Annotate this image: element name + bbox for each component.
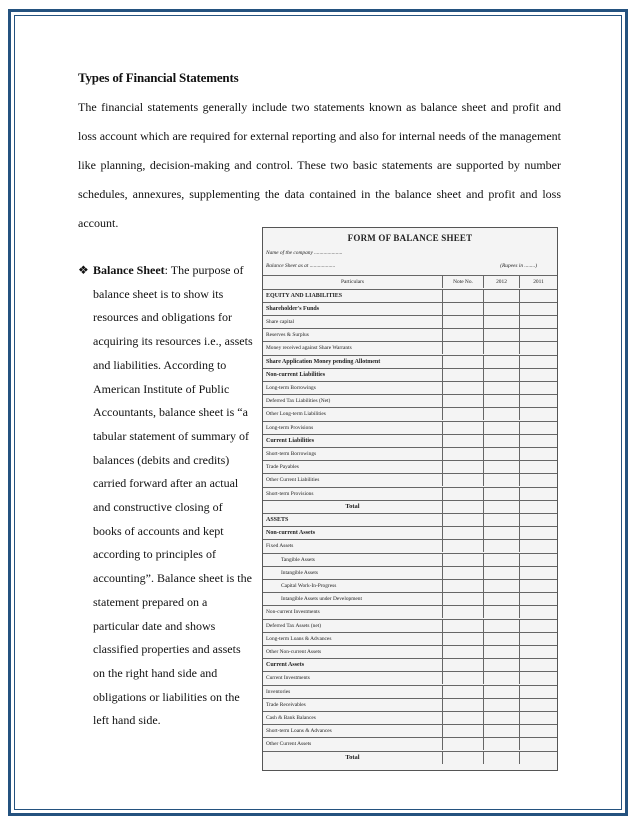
form-row-cell bbox=[520, 646, 557, 658]
form-row-cell bbox=[520, 686, 557, 698]
company-name-line: Name of the company ..................... bbox=[266, 250, 343, 256]
form-row-cell bbox=[520, 461, 557, 473]
balance-sheet-form-image bbox=[262, 227, 558, 771]
form-row-label: Current Investments bbox=[263, 672, 443, 684]
form-header-row bbox=[263, 275, 557, 288]
form-row-cell bbox=[484, 514, 520, 526]
form-row bbox=[263, 737, 557, 750]
form-row-cell bbox=[443, 725, 484, 737]
form-row-cell bbox=[484, 316, 520, 328]
form-row bbox=[263, 447, 557, 460]
form-row-cell bbox=[443, 382, 484, 394]
form-row bbox=[263, 302, 557, 315]
form-row-cell bbox=[484, 290, 520, 302]
form-row-cell bbox=[520, 712, 557, 724]
form-row bbox=[263, 328, 557, 341]
form-row bbox=[263, 460, 557, 473]
form-row-label: Current Assets bbox=[263, 659, 443, 671]
form-row-cell bbox=[484, 554, 520, 566]
form-row bbox=[263, 751, 557, 764]
form-row-cell bbox=[520, 752, 557, 764]
form-row-cell bbox=[520, 699, 557, 711]
form-row-cell bbox=[520, 369, 557, 381]
form-row bbox=[263, 407, 557, 420]
form-row-cell bbox=[443, 712, 484, 724]
form-row bbox=[263, 513, 557, 526]
form-row-cell bbox=[443, 659, 484, 671]
form-row-cell bbox=[484, 580, 520, 592]
form-row bbox=[263, 381, 557, 394]
form-row bbox=[263, 698, 557, 711]
form-row bbox=[263, 632, 557, 645]
form-row bbox=[263, 341, 557, 354]
header-year-1: 2012 bbox=[484, 276, 520, 288]
form-row bbox=[263, 724, 557, 737]
form-row-cell bbox=[443, 580, 484, 592]
form-row-cell bbox=[484, 646, 520, 658]
form-row-cell bbox=[443, 633, 484, 645]
form-row-cell bbox=[484, 408, 520, 420]
balance-sheet-label: Balance Sheet bbox=[93, 263, 165, 277]
form-row-cell bbox=[520, 659, 557, 671]
form-row bbox=[263, 592, 557, 605]
form-row-cell bbox=[520, 620, 557, 632]
form-row-cell bbox=[443, 474, 484, 486]
form-title: FORM OF BALANCE SHEET bbox=[347, 233, 473, 243]
form-row-cell bbox=[520, 342, 557, 354]
form-row-cell bbox=[484, 606, 520, 618]
form-row-cell bbox=[484, 659, 520, 671]
form-row bbox=[263, 658, 557, 671]
form-row-cell bbox=[484, 422, 520, 434]
form-row bbox=[263, 539, 557, 552]
form-row-cell bbox=[484, 474, 520, 486]
form-row-cell bbox=[443, 527, 484, 539]
form-row-cell bbox=[443, 540, 484, 552]
form-row bbox=[263, 605, 557, 618]
form-row-cell bbox=[520, 408, 557, 420]
form-row-cell bbox=[484, 712, 520, 724]
form-row-cell bbox=[520, 448, 557, 460]
form-row-cell bbox=[520, 725, 557, 737]
form-row-cell bbox=[443, 567, 484, 579]
form-row-cell bbox=[484, 672, 520, 684]
form-row bbox=[263, 645, 557, 658]
form-row bbox=[263, 685, 557, 698]
form-row-label: Other Current Liabilities bbox=[263, 474, 443, 486]
form-row-cell bbox=[484, 620, 520, 632]
form-row-cell bbox=[520, 554, 557, 566]
form-row-cell bbox=[484, 686, 520, 698]
form-row-cell bbox=[443, 752, 484, 764]
form-row-cell bbox=[520, 540, 557, 552]
form-row-label: ASSETS bbox=[263, 514, 443, 526]
form-row-label: Share Application Money pending Allotment bbox=[263, 356, 443, 368]
form-row-cell bbox=[484, 329, 520, 341]
form-row-cell bbox=[443, 606, 484, 618]
form-row-cell bbox=[484, 461, 520, 473]
form-row-cell bbox=[484, 752, 520, 764]
form-row-cell bbox=[520, 527, 557, 539]
form-row bbox=[263, 289, 557, 302]
form-row-cell bbox=[484, 488, 520, 500]
form-row-cell bbox=[484, 567, 520, 579]
form-row-label: Trade Payables bbox=[263, 461, 443, 473]
form-row-cell bbox=[484, 395, 520, 407]
form-row-cell bbox=[443, 448, 484, 460]
form-row-cell bbox=[520, 567, 557, 579]
form-row-label: Current Liabilities bbox=[263, 435, 443, 447]
form-row-cell bbox=[443, 342, 484, 354]
form-row-cell bbox=[484, 738, 520, 750]
form-row-cell bbox=[443, 435, 484, 447]
form-row-cell bbox=[520, 435, 557, 447]
form-row-cell bbox=[484, 342, 520, 354]
form-row-cell bbox=[484, 448, 520, 460]
form-row-cell bbox=[484, 725, 520, 737]
form-row-label: Short-term Provisions bbox=[263, 488, 443, 500]
form-row-label: Long-term Provisions bbox=[263, 422, 443, 434]
intro-paragraph: The financial statements generally include two statements known as balance sheet and profit and loss account which are required for external reporting and also for internal needs of the management like planning, decision-making and control. These two basic statements are supported by number schedules, annexures, supplementing the data contained in the balance sheet and profit and loss account. bbox=[78, 100, 561, 230]
form-row-cell bbox=[443, 514, 484, 526]
form-row-cell bbox=[443, 738, 484, 750]
form-row-cell bbox=[443, 686, 484, 698]
form-row-label: Intangible Assets bbox=[263, 567, 443, 579]
form-row bbox=[263, 355, 557, 368]
form-row-cell bbox=[520, 422, 557, 434]
form-row-cell bbox=[443, 290, 484, 302]
form-row bbox=[263, 473, 557, 486]
form-row bbox=[263, 394, 557, 407]
form-row-cell bbox=[520, 738, 557, 750]
form-row bbox=[263, 421, 557, 434]
form-row-label: Other Current Assets bbox=[263, 738, 443, 750]
form-row-cell bbox=[520, 303, 557, 315]
diamond-bullet-icon: ❖ bbox=[78, 263, 89, 277]
form-row-label: EQUITY AND LIABILITIES bbox=[263, 290, 443, 302]
form-row-cell bbox=[484, 540, 520, 552]
form-row bbox=[263, 566, 557, 579]
form-row bbox=[263, 487, 557, 500]
form-row-cell bbox=[484, 382, 520, 394]
form-row-label: Tangible Assets bbox=[263, 554, 443, 566]
form-row-label: Reserves & Surplus bbox=[263, 329, 443, 341]
form-row-label: Fixed Assets bbox=[263, 540, 443, 552]
form-row-label: Share capital bbox=[263, 316, 443, 328]
form-row-cell bbox=[443, 356, 484, 368]
form-row bbox=[263, 315, 557, 328]
form-row-label: Non-current Liabilities bbox=[263, 369, 443, 381]
form-row-label: Deferred Tax Assets (net) bbox=[263, 620, 443, 632]
form-row-label: Non-current Investments bbox=[263, 606, 443, 618]
form-row-cell bbox=[520, 606, 557, 618]
section-heading: Types of Financial Statements bbox=[78, 70, 239, 85]
form-row-label: Money received against Share Warrants bbox=[263, 342, 443, 354]
form-row-cell bbox=[520, 356, 557, 368]
form-row-label: Short-term Loans & Advances bbox=[263, 725, 443, 737]
form-row-cell bbox=[484, 593, 520, 605]
form-row-label: Intangible Assets under Development bbox=[263, 593, 443, 605]
form-row-cell bbox=[484, 303, 520, 315]
form-row-cell bbox=[520, 329, 557, 341]
form-row-cell bbox=[443, 303, 484, 315]
form-row-cell bbox=[443, 422, 484, 434]
form-row-label: Other Long-term Liabilities bbox=[263, 408, 443, 420]
form-row-cell bbox=[443, 672, 484, 684]
form-row-cell bbox=[520, 382, 557, 394]
header-particulars: Particulars bbox=[263, 276, 443, 288]
form-row-label: Long-term Loans & Advances bbox=[263, 633, 443, 645]
form-row-cell bbox=[520, 580, 557, 592]
form-row bbox=[263, 671, 557, 684]
form-row-label: Other Non-current Assets bbox=[263, 646, 443, 658]
form-row-cell bbox=[484, 369, 520, 381]
form-row bbox=[263, 526, 557, 539]
balance-sheet-description: : The purpose of balance sheet is to show its resources and obligations for acquiring its resources i.e., assets and liabilities. According to American Institute of Public Accountants, balance sheet is “a tabular statement of summary of balances (debits and credits) carried forward after an actual and constructive closing of books of accounts and kept according to principles of accounting”. Balance sheet is the statement prepared on a particular date and shows classified properties and assets on the right hand side and obligations or liabilities on the left hand side. bbox=[93, 263, 253, 728]
balance-sheet-date-line: Balance Sheet as at ................... bbox=[266, 263, 336, 269]
rupees-line: (Rupees in ........) bbox=[500, 263, 537, 269]
form-row-label: Non-current Assets bbox=[263, 527, 443, 539]
form-row-cell bbox=[443, 699, 484, 711]
form-row-cell bbox=[520, 593, 557, 605]
form-row-cell bbox=[484, 633, 520, 645]
form-row-cell bbox=[520, 395, 557, 407]
form-row-cell bbox=[443, 408, 484, 420]
form-row-cell bbox=[520, 488, 557, 500]
form-row-label: Total bbox=[263, 501, 443, 513]
form-row-cell bbox=[484, 501, 520, 513]
form-row-cell bbox=[443, 395, 484, 407]
form-row-cell bbox=[443, 620, 484, 632]
header-year-2: 2011 bbox=[533, 279, 544, 285]
form-row-cell bbox=[520, 501, 557, 513]
form-row-cell bbox=[520, 316, 557, 328]
form-row-cell bbox=[520, 474, 557, 486]
form-row-cell bbox=[484, 435, 520, 447]
form-row-cell bbox=[484, 699, 520, 711]
header-note: Note No. bbox=[443, 276, 484, 288]
form-row-cell bbox=[443, 329, 484, 341]
form-row-cell bbox=[443, 646, 484, 658]
form-row bbox=[263, 434, 557, 447]
form-row bbox=[263, 619, 557, 632]
form-row-cell bbox=[520, 633, 557, 645]
form-row-label: Trade Receivables bbox=[263, 699, 443, 711]
form-row-label: Shareholder's Funds bbox=[263, 303, 443, 315]
form-row-cell bbox=[443, 593, 484, 605]
form-row-label: Short-term Borrowings bbox=[263, 448, 443, 460]
form-row-cell bbox=[443, 369, 484, 381]
form-row bbox=[263, 500, 557, 513]
form-row-label: Total bbox=[263, 752, 443, 764]
form-row-cell bbox=[443, 461, 484, 473]
form-row bbox=[263, 368, 557, 381]
form-row-label: Capital Work-In-Progress bbox=[263, 580, 443, 592]
balance-sheet-bullet bbox=[93, 259, 253, 733]
form-row-label: Cash & Bank Balances bbox=[263, 712, 443, 724]
form-row-label: Inventories bbox=[263, 686, 443, 698]
form-row-label: Deferred Tax Liabilities (Net) bbox=[263, 395, 443, 407]
form-row-cell bbox=[520, 514, 557, 526]
form-row-cell bbox=[520, 290, 557, 302]
form-row-label: Long-term Borrowings bbox=[263, 382, 443, 394]
form-row-cell bbox=[520, 672, 557, 684]
form-row-cell bbox=[484, 356, 520, 368]
form-row bbox=[263, 711, 557, 724]
form-row-cell bbox=[443, 488, 484, 500]
form-row-cell bbox=[443, 501, 484, 513]
form-row-cell bbox=[484, 527, 520, 539]
form-row-cell bbox=[443, 316, 484, 328]
form-row-cell bbox=[443, 554, 484, 566]
form-row bbox=[263, 579, 557, 592]
form-row bbox=[263, 553, 557, 566]
